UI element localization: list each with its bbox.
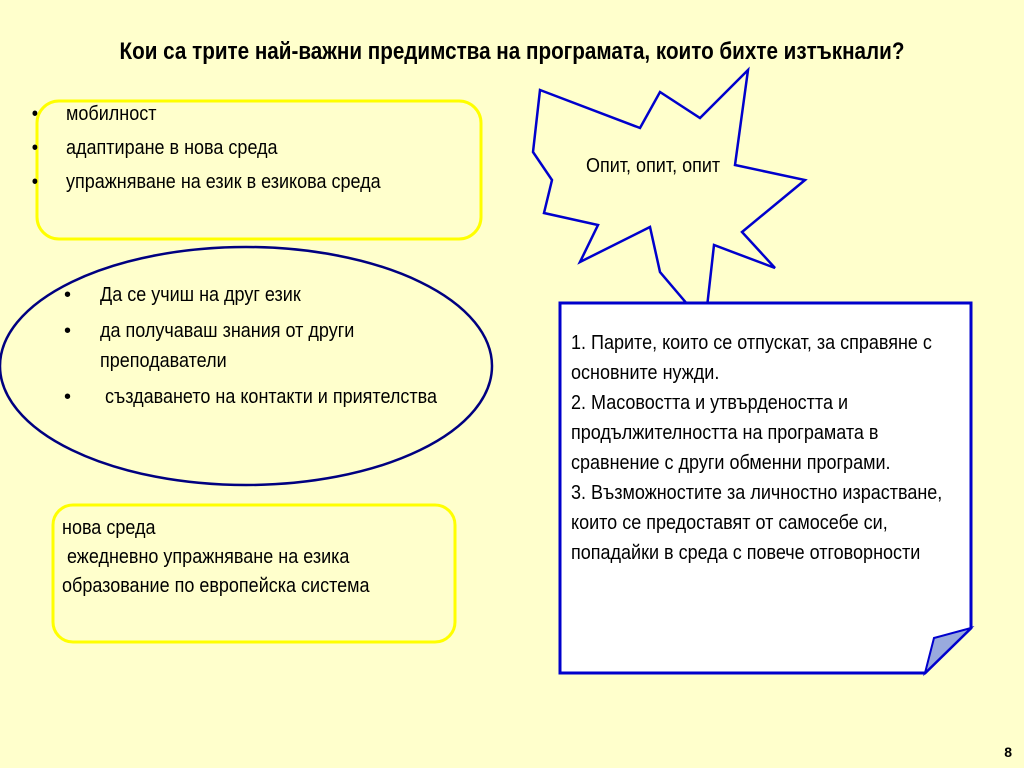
note-text	[571, 328, 969, 568]
note-line: 2. Масовостта и утвърдеността и продължителността на програмата в сравнение с други обменни програми.	[571, 392, 891, 474]
advantages-text-bottom	[62, 514, 452, 601]
note-line: 3. Възможностите за личностно израстване, които се предоставят от самосебе си, попадайки в среда с повече отговорности	[571, 482, 943, 564]
advantages-list-top	[30, 100, 480, 202]
list-item	[62, 280, 502, 310]
starburst-shape	[533, 70, 805, 325]
list-item-text: създаването на контакти и приятелства	[100, 386, 438, 408]
list-item: • упражняване на език в езикова среда	[30, 168, 435, 196]
list-item-text: Да се учиш на друг език	[100, 284, 301, 306]
list-item: • мобилност	[30, 100, 435, 128]
text-line: образование по европейска система	[62, 575, 370, 597]
advantages-list-ellipse	[62, 280, 502, 418]
slide-title: Кои са трите най-важни предимства на програмата, които бихте изтъкнали?	[119, 38, 905, 65]
page-number: 8	[1004, 744, 1012, 760]
starburst-text: Опит, опит, опит	[586, 155, 721, 177]
note-line: 1. Парите, които се отпускат, за справяне с основните нужди.	[571, 332, 932, 384]
list-item	[62, 316, 400, 376]
text-line: нова среда	[62, 517, 156, 539]
list-item-text: да получаваш знания от други преподаватели	[100, 320, 355, 372]
list-item: • адаптиране в нова среда	[30, 134, 435, 162]
text-line: ежедневно упражняване на езика	[62, 546, 350, 568]
list-item	[62, 382, 502, 412]
